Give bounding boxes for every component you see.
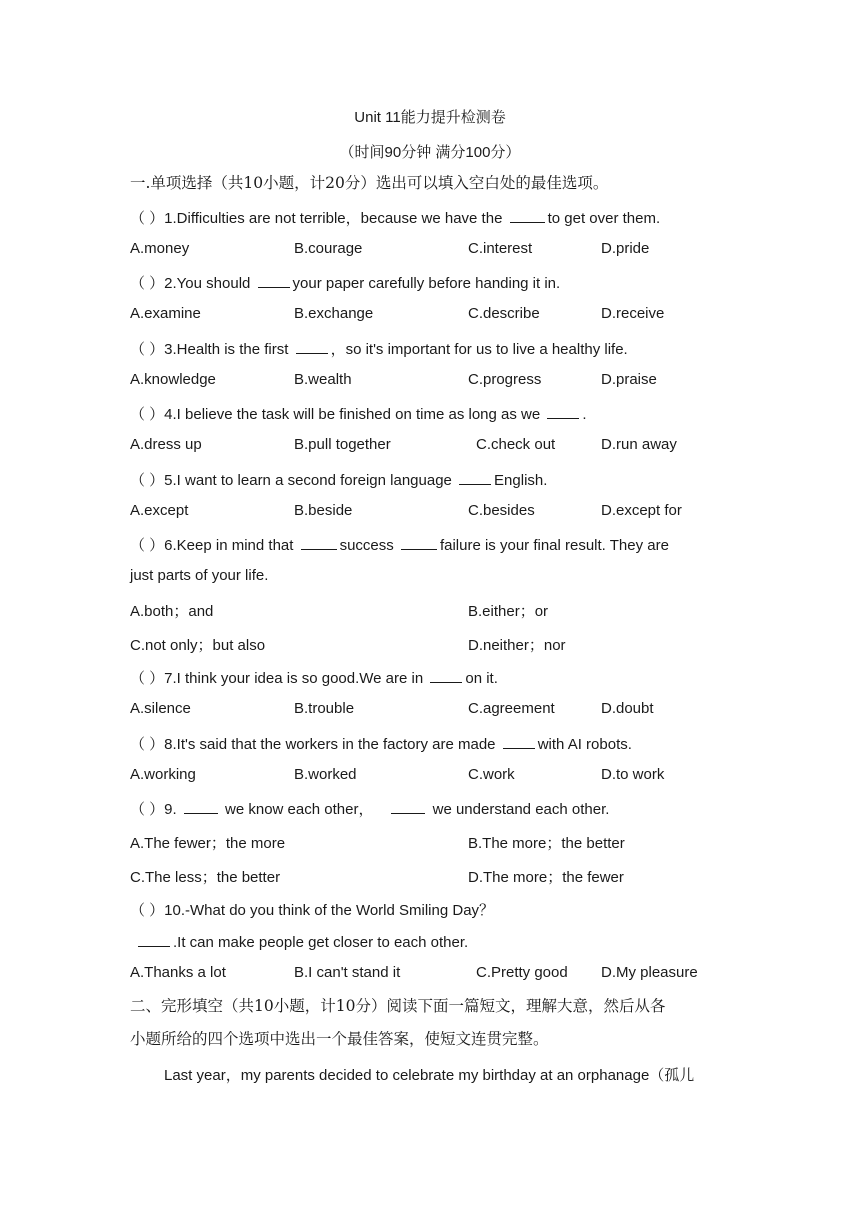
option-c: C.describe (468, 305, 540, 322)
blank (459, 470, 491, 485)
question-text: 2.You should (164, 275, 255, 292)
question-text-after: to get over them. (547, 210, 661, 227)
section2-heading-line2: 小题所给的四个选项中选出一个最佳答案，使短文连贯完整。 (130, 1030, 549, 1048)
question-6 (130, 534, 669, 555)
page-title: Unit 11能力提升检测卷 (354, 109, 506, 126)
blank (258, 273, 290, 288)
option-c: C.Pretty good (476, 964, 568, 981)
question-text-after: failure is your final result. They are (439, 537, 669, 554)
option-a: A.money (130, 240, 190, 257)
blank (547, 404, 579, 419)
section1-heading: 一.单项选择（共10小题，计20分）选出可以填入空白处的最佳选项。 (130, 174, 609, 192)
blank (430, 668, 462, 683)
option-d: D.The more；the fewer (468, 869, 624, 886)
question-text-after: on it. (465, 670, 498, 687)
question-text-after: ，so it's important for us to live a healthy life. (330, 341, 628, 358)
question-8 (130, 733, 632, 754)
question-text-after: . (582, 406, 587, 423)
blank (301, 535, 337, 550)
option-b: B.courage (294, 240, 363, 257)
question-text-after: we understand each other. (428, 801, 610, 818)
option-a: A.silence (130, 700, 191, 717)
blank (510, 208, 545, 223)
option-a: A.except (130, 502, 189, 519)
question-2 (130, 272, 560, 293)
option-d: D.to work (601, 766, 665, 783)
option-a: A.The fewer；the more (130, 835, 286, 852)
option-b: B.beside (294, 502, 353, 519)
answer-paren: （ ） (130, 210, 165, 227)
option-a: A.dress up (130, 436, 202, 453)
option-c: C.The less；the better (130, 869, 281, 886)
section2-heading-line1: 二、完形填空（共10小题，计10分）阅读下面一篇短文，理解大意，然后从各 (130, 997, 666, 1015)
answer-paren: （ ） (130, 801, 165, 818)
option-d: D.run away (601, 436, 677, 453)
option-c: C.not only；but also (130, 637, 266, 654)
option-c: C.progress (468, 371, 542, 388)
question-text: 6.Keep in mind that (164, 537, 298, 554)
option-a: A.both；and (130, 603, 214, 620)
option-d: D.except for (601, 502, 682, 519)
passage-first-line: Last year，my parents decided to celebrate my birthday at an orphanage（孤儿 (164, 1067, 695, 1084)
question-text: 5.I want to learn a second foreign language (164, 472, 457, 489)
question-6-continuation: just parts of your life. (130, 567, 269, 584)
blank (138, 932, 170, 947)
option-c: C.interest (468, 240, 533, 257)
answer-paren: （ ） (130, 670, 165, 687)
question-text-after: with AI robots. (537, 736, 632, 753)
question-7 (130, 667, 498, 688)
question-text: 10.-What do you think of the World Smiling Day？ (164, 902, 495, 919)
question-4 (130, 403, 587, 424)
option-d: D.receive (601, 305, 665, 322)
answer-paren: （ ） (130, 275, 165, 292)
option-a: A.working (130, 766, 196, 783)
option-a: A.Thanks a lot (130, 964, 226, 981)
option-a: A.knowledge (130, 371, 216, 388)
question-10-response (138, 932, 468, 951)
option-d: D.neither；nor (468, 637, 566, 654)
option-c: C.besides (468, 502, 535, 519)
option-d: D.praise (601, 371, 657, 388)
question-text-after: your paper carefully before handing it in. (292, 275, 561, 292)
question-3 (130, 338, 628, 359)
question-text: 8.It's said that the workers in the factory are made (164, 736, 500, 753)
question-5 (130, 469, 547, 490)
option-b: B.trouble (294, 700, 355, 717)
option-b: B.The more；the better (468, 835, 625, 852)
blank (391, 799, 425, 814)
blank (503, 734, 535, 749)
option-d: D.doubt (601, 700, 654, 717)
question-text-mid: success (339, 537, 398, 554)
option-c: C.check out (476, 436, 556, 453)
answer-paren: （ ） (130, 902, 165, 919)
question-text-after: .It can make people get closer to each other. (173, 934, 469, 951)
option-b: B.wealth (294, 371, 352, 388)
question-text: 3.Health is the first (164, 341, 293, 358)
question-10 (130, 899, 494, 920)
option-c: C.work (468, 766, 515, 783)
answer-paren: （ ） (130, 341, 165, 358)
option-b: B.exchange (294, 305, 374, 322)
question-text-after: English. (494, 472, 548, 489)
option-b: B.I can't stand it (294, 964, 401, 981)
blank (401, 535, 437, 550)
blank (296, 339, 328, 354)
question-text-mid: we know each other， (220, 801, 374, 818)
page-subtitle: （时间90分钟 满分100分） (339, 144, 521, 161)
question-text: 1.Difficulties are not terrible，because we have the (164, 210, 507, 227)
answer-paren: （ ） (130, 406, 165, 423)
question-text: 4.I believe the task will be finished on time as long as we (164, 406, 545, 423)
question-9 (130, 798, 609, 819)
option-b: B.either；or (468, 603, 549, 620)
option-d: D.My pleasure (601, 964, 698, 981)
answer-paren: （ ） (130, 736, 165, 753)
blank (184, 799, 218, 814)
question-text: 7.I think your idea is so good.We are in (164, 670, 428, 687)
option-b: B.pull together (294, 436, 391, 453)
answer-paren: （ ） (130, 537, 165, 554)
question-1 (130, 207, 660, 228)
option-a: A.examine (130, 305, 201, 322)
option-b: B.worked (294, 766, 357, 783)
option-d: D.pride (601, 240, 650, 257)
option-c: C.agreement (468, 700, 555, 717)
question-text: 9. (164, 801, 181, 818)
answer-paren: （ ） (130, 472, 165, 489)
